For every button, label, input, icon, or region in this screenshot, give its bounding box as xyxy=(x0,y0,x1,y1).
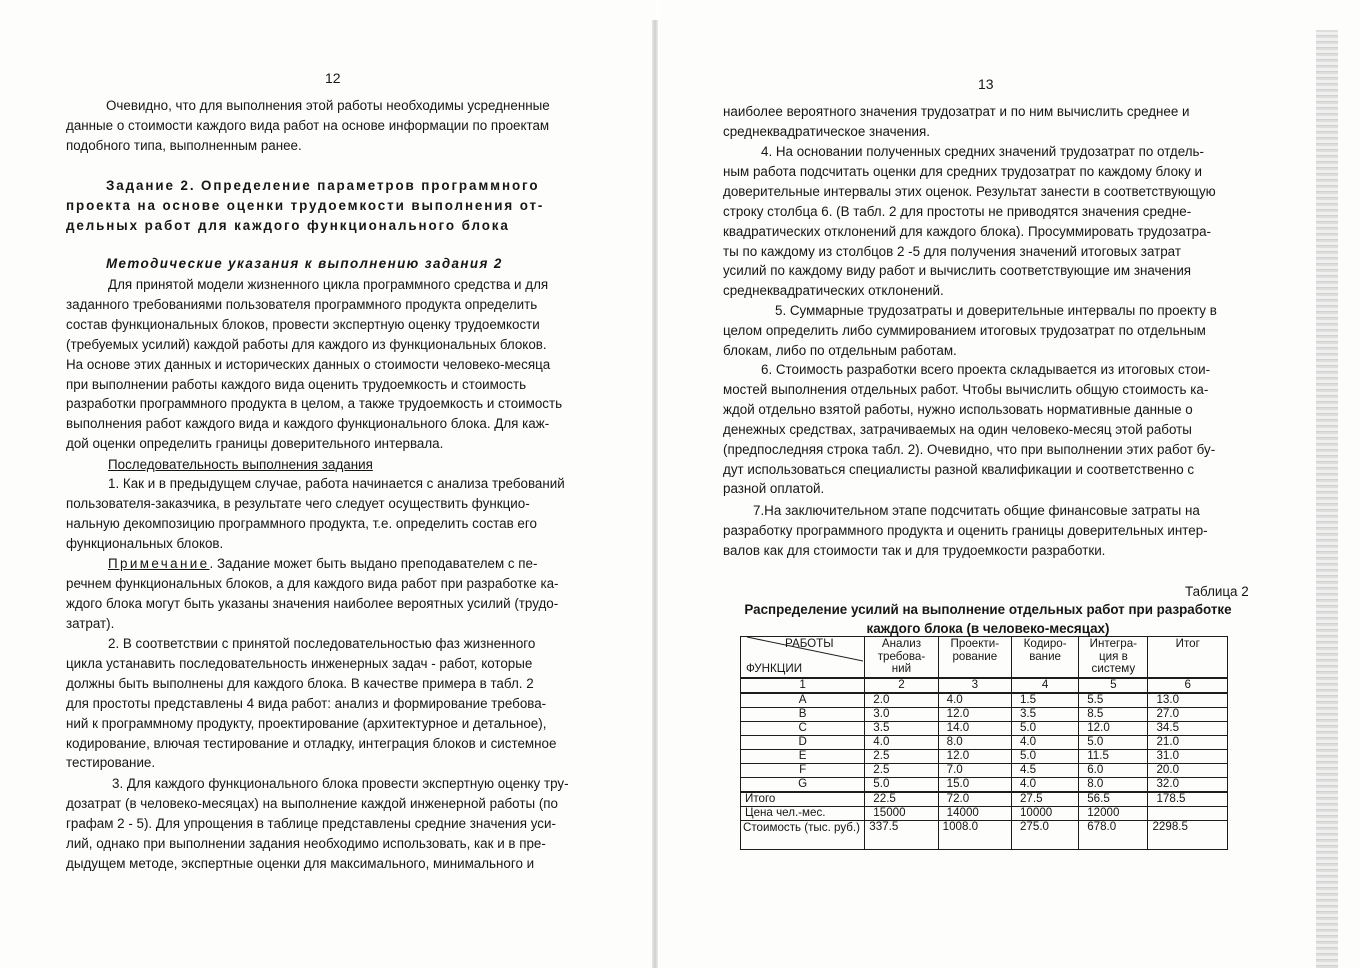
text-line: пользователя-заказчика, в результате чего следует осуществить функцио- xyxy=(66,495,530,511)
value-cell: 5.0 xyxy=(1079,736,1148,750)
value-cell: 5.0 xyxy=(1011,722,1078,736)
value-cell: 2.0 xyxy=(865,693,938,708)
text-line: мостей выполнения отдельных работ. Чтобы вычислить общую стоимость ка- xyxy=(723,381,1209,397)
table-row xyxy=(741,708,1228,722)
text-line: подобного типа, выполненным ранее. xyxy=(66,137,302,153)
text-line: ний к программному продукту, проектирование (архитектурное и детальное), xyxy=(66,715,547,731)
function-cell: E xyxy=(741,750,865,764)
value-cell: 12.0 xyxy=(1079,722,1148,736)
note-first-text: . Задание может быть выдано преподавателем с пе- xyxy=(209,556,538,571)
function-cell: B xyxy=(741,708,865,722)
text-line: ждой отдельно взятой работы, нужно использовать нормативные данные о xyxy=(723,401,1193,417)
table-row xyxy=(741,778,1228,793)
value-cell: 8.0 xyxy=(1079,778,1148,793)
step-6-paragraph xyxy=(723,360,1253,499)
function-cell: A xyxy=(741,693,865,708)
text-line: ждого блока могут быть указаны значения наиболее вероятных усилий (трудо- xyxy=(66,595,559,611)
header-line: Анализ xyxy=(881,637,922,650)
method-heading: Методические указания к выполнению задания 2 xyxy=(106,256,503,271)
header-line: Проекти- xyxy=(950,637,1000,650)
price-cell xyxy=(1148,807,1228,821)
header-cell xyxy=(938,637,1011,679)
total-row xyxy=(741,792,1228,807)
price-label-cell: Цена чел.-мес. xyxy=(741,807,865,821)
value-cell: 1.5 xyxy=(1011,693,1078,708)
price-cell: 10000 xyxy=(1011,807,1078,821)
value-cell: 20.0 xyxy=(1148,764,1228,778)
header-line: требова- xyxy=(877,649,926,663)
text-line: 1. Как и в предыдущем случае, работа начинается с анализа требований xyxy=(108,476,565,491)
text-line: разной оплатой. xyxy=(723,481,825,497)
text-line: 7.На заключительном этапе подсчитать общие финансовые затраты на xyxy=(753,503,1200,518)
text-line: усилий по каждому виду работ и вычислить соответствующие им значения xyxy=(723,263,1192,279)
value-cell: 11.5 xyxy=(1079,750,1148,764)
corner-header-cell xyxy=(741,637,865,679)
header-cell xyxy=(1148,637,1228,679)
value-cell: 3.0 xyxy=(865,708,938,722)
header-line: Итог xyxy=(1175,637,1200,650)
value-cell: 4.0 xyxy=(1011,778,1078,793)
task-heading-line: Задание 2. Определение параметров программного xyxy=(106,178,540,193)
cost-cell: 337.5 xyxy=(865,821,938,850)
text-line: выполнения работ каждого вида и каждого функционального блока. Для каж- xyxy=(66,416,550,432)
column-number-cell: 3 xyxy=(938,678,1011,693)
header-line: систему xyxy=(1091,662,1136,676)
text-line: кодирование, влючая тестирование и отладку, интеграция блоков и системное xyxy=(66,735,557,751)
text-line: цикла устанавить последовательность инженерных задач - работ, которые xyxy=(66,655,533,671)
sequence-heading xyxy=(108,455,373,475)
note-label: Примечание xyxy=(108,556,210,571)
value-cell: 13.0 xyxy=(1148,693,1228,708)
text-line: квадратических отклонений для каждого блока). Просуммировать трудозатра- xyxy=(723,223,1212,239)
header-line: ний xyxy=(891,662,912,676)
price-cell: 15000 xyxy=(865,807,938,821)
text-line: 5. Суммарные трудозатраты и доверительные интервалы по проекту в xyxy=(775,303,1217,318)
column-number-cell: 4 xyxy=(1011,678,1078,693)
text-line: дут использоваться специалисты разной квалификации и соответственно с xyxy=(723,461,1195,477)
text-line: дозатрат (в человеко-месяцах) на выполнение каждой инженерной работы (по xyxy=(66,795,558,811)
text-line: доверительные интервалы этих оценок. Результат занести в соответствующую xyxy=(723,183,1216,199)
text-line: наиболее вероятного значения трудозатрат и по ним вычислить среднее и xyxy=(723,104,1190,119)
text-line: 2. В соответствии с принятой последовательностью фаз жизненного xyxy=(108,636,536,651)
value-cell: 21.0 xyxy=(1148,736,1228,750)
header-line: Кодиро- xyxy=(1023,637,1067,650)
value-cell: 4.5 xyxy=(1011,764,1078,778)
text-line: блокам, либо по отдельным работам. xyxy=(723,342,957,358)
step-1-paragraph xyxy=(66,474,606,554)
table-title-line: каждого блока (в человеко-месяцах) xyxy=(866,621,1110,636)
function-cell: D xyxy=(741,736,865,750)
column-number-row xyxy=(741,678,1228,693)
value-cell: 32.0 xyxy=(1148,778,1228,793)
total-cell: 72.0 xyxy=(938,792,1011,807)
function-cell: F xyxy=(741,764,865,778)
task-heading-line: дельных работ для каждого функционального блока xyxy=(66,218,510,233)
value-cell: 31.0 xyxy=(1148,750,1228,764)
text-line: среднеквадратическое значения. xyxy=(723,123,930,139)
header-line: Интегра- xyxy=(1089,637,1138,650)
note-paragraph xyxy=(66,554,606,634)
text-line: тестирование. xyxy=(66,755,156,771)
value-cell: 15.0 xyxy=(938,778,1011,793)
text-line: целом определить либо суммированием итоговых трудозатрат по отдельным xyxy=(723,322,1206,338)
value-cell: 27.0 xyxy=(1148,708,1228,722)
task-heading-line: проекта на основе оценки трудоемкости выполнения от- xyxy=(66,198,545,213)
text-line: заданного требованиями пользователя программного продукта определить xyxy=(66,296,538,312)
header-line: вание xyxy=(1029,649,1061,663)
text-line: затрат). xyxy=(66,615,115,631)
text-line: разработку программного продукта и оценить границы доверительных интер- xyxy=(723,522,1208,538)
table-title-line: Распределение усилий на выполнение отдельных работ при разработке xyxy=(744,602,1232,617)
table-header-row xyxy=(741,637,1228,679)
price-cell: 14000 xyxy=(938,807,1011,821)
text-line: при выполнении работы каждого вида оценить трудоемкость и стоимость xyxy=(66,376,527,392)
method-paragraph xyxy=(66,275,606,454)
value-cell: 5.0 xyxy=(1011,750,1078,764)
value-cell: 2.5 xyxy=(865,764,938,778)
table-row xyxy=(741,722,1228,736)
total-label-cell: Итого xyxy=(741,792,865,807)
column-number-cell: 2 xyxy=(865,678,938,693)
cost-cell: 1008.0 xyxy=(938,821,1011,850)
text-line: ты по каждому из столбцов 2 -5 для получения значений итоговых затрат xyxy=(723,243,1181,259)
cost-label-cell: Стоимость (тыс. руб.) xyxy=(741,821,865,850)
text-line: функциональных блоков. xyxy=(66,535,224,551)
table-row xyxy=(741,750,1228,764)
corner-label-works: РАБОТЫ xyxy=(785,637,834,650)
text-line: для простоты представлены 4 вида работ: анализ и формирование требова- xyxy=(66,695,547,711)
column-number-cell: 1 xyxy=(741,678,865,693)
text-line: 4. На основании полученных средних значений трудозатрат по отдель- xyxy=(761,144,1204,159)
value-cell: 2.5 xyxy=(865,750,938,764)
total-cell: 56.5 xyxy=(1079,792,1148,807)
text-line: строку столбца 6. (В табл. 2 для простоты не приводятся значения средне- xyxy=(723,203,1192,219)
value-cell: 12.0 xyxy=(938,750,1011,764)
value-cell: 34.5 xyxy=(1148,722,1228,736)
effort-table xyxy=(740,636,1228,850)
text-line: дой оценки определить границы доверительного интервала. xyxy=(66,436,444,452)
total-cell: 27.5 xyxy=(1011,792,1078,807)
value-cell: 4.0 xyxy=(938,693,1011,708)
note-first-line xyxy=(66,554,606,574)
text-line: состав функциональных блоков, провести экспертную оценку трудоемкости xyxy=(66,316,540,332)
cost-cell: 275.0 xyxy=(1011,821,1078,850)
cost-cell: 2298.5 xyxy=(1148,821,1228,850)
value-cell: 14.0 xyxy=(938,722,1011,736)
value-cell: 8.0 xyxy=(938,736,1011,750)
text-line: среднеквадратических отклонений. xyxy=(723,283,944,299)
value-cell: 5.5 xyxy=(1079,693,1148,708)
value-cell: 4.0 xyxy=(865,736,938,750)
text-line: ным работа подсчитать оценки для средних трудозатрат по каждому блоку и xyxy=(723,163,1202,179)
column-number-cell: 6 xyxy=(1148,678,1228,693)
text-line: нальную декомпозицию программного продукта, т.е. определить состав его xyxy=(66,515,537,531)
text-line: (предпоследняя строка табл. 2). Очевидно, что при выполнении этих работ бу- xyxy=(723,441,1216,457)
table-caption: Таблица 2 xyxy=(1185,584,1249,599)
step-7-paragraph xyxy=(723,501,1253,561)
page-edge-strip xyxy=(1316,30,1338,968)
total-cell: 22.5 xyxy=(865,792,938,807)
value-cell: 7.0 xyxy=(938,764,1011,778)
value-cell: 8.5 xyxy=(1079,708,1148,722)
price-cell: 12000 xyxy=(1079,807,1148,821)
step-2-paragraph xyxy=(66,634,606,773)
column-number-cell: 5 xyxy=(1079,678,1148,693)
text-line: 3. Для каждого функционального блока провести экспертную оценку тру- xyxy=(112,776,569,791)
value-cell: 12.0 xyxy=(938,708,1011,722)
header-cell xyxy=(865,637,938,679)
table-row xyxy=(741,736,1228,750)
continuation-paragraph xyxy=(723,102,1253,142)
header-line: ция в xyxy=(1098,649,1128,663)
book-gutter xyxy=(652,20,658,968)
cost-cell: 678.0 xyxy=(1079,821,1148,850)
value-cell: 3.5 xyxy=(865,722,938,736)
text-line: валов как для стоимости так и для трудоемкости разработки. xyxy=(723,542,1106,558)
table-row xyxy=(741,693,1228,708)
value-cell: 6.0 xyxy=(1079,764,1148,778)
value-cell: 4.0 xyxy=(1011,736,1078,750)
step-3-paragraph xyxy=(66,774,606,874)
text-line: речнем функциональных блоков, а для каждого вида работ при разработке ка- xyxy=(66,575,559,591)
header-line: рование xyxy=(952,649,998,663)
text-line: графам 2 - 5). Для упрощения в таблице представлены средние значения уси- xyxy=(66,815,556,831)
step-5-paragraph xyxy=(723,301,1253,361)
function-cell: G xyxy=(741,778,865,793)
cost-row xyxy=(741,821,1228,850)
price-row xyxy=(741,807,1228,821)
text-line: разработки программного продукта в целом, а также трудоемкость и стоимость xyxy=(66,396,563,412)
page-number-left: 12 xyxy=(325,70,341,86)
text-line: дыдущем методе, экспертные оценки для максимального, минимального и xyxy=(66,855,535,871)
function-cell: C xyxy=(741,722,865,736)
value-cell: 3.5 xyxy=(1011,708,1078,722)
value-cell: 5.0 xyxy=(865,778,938,793)
text-line: денежных средствах, затрачиваемых на один человеко-месяц этой работы xyxy=(723,421,1192,437)
step-4-paragraph xyxy=(723,142,1253,301)
text-line: (требуемых усилий) каждой работы для каждого из функциональных блоков. xyxy=(66,336,547,352)
sequence-heading-text: Последовательность выполнения задания xyxy=(108,457,373,472)
header-cell xyxy=(1079,637,1148,679)
intro-paragraph xyxy=(66,96,606,156)
table-row xyxy=(741,764,1228,778)
corner-label-functions: ФУНКЦИИ xyxy=(746,662,803,675)
text-line: лий, однако при выполнении задания необходимо использовать, как и в пре- xyxy=(66,835,546,851)
text-line: данные о стоимости каждого вида работ на основе информации по проектам xyxy=(66,117,550,133)
total-cell: 178.5 xyxy=(1148,792,1228,807)
text-line: Очевидно, что для выполнения этой работы необходимы усредненные xyxy=(106,98,550,113)
page-number-right: 13 xyxy=(978,76,994,92)
text-line: Для принятой модели жизненного цикла программного средства и для xyxy=(108,277,549,292)
text-line: должны быть выполнены для каждого блока. В качестве примера в табл. 2 xyxy=(66,675,534,691)
header-cell xyxy=(1011,637,1078,679)
text-line: 6. Стоимость разработки всего проекта складывается из итоговых стои- xyxy=(761,362,1211,377)
text-line: На основе этих данных и исторических данных о стоимости человеко-месяца xyxy=(66,356,551,372)
